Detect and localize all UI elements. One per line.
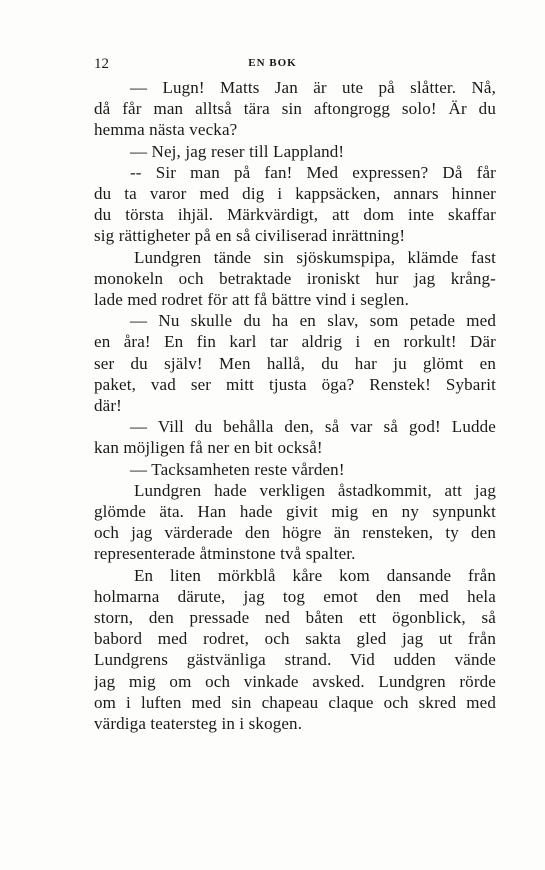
text-line: och jag värderade den högre än rensteken, ty den xyxy=(94,523,496,543)
running-title: EN BOK xyxy=(248,57,297,69)
text-line: en åra! En fin karl tar aldrig i en rorkult! Där xyxy=(94,332,496,352)
text-line: holmarna därute, jag tog emot den med hela xyxy=(94,586,496,606)
text-line: du törsta ihjäl. Märkvärdigt, att dom inte skaffar xyxy=(94,205,496,225)
text-line: om i luften med sin chapeau claque och skred med xyxy=(94,692,496,712)
text-line: Lundgren tände sin sjöskumspipa, klämde fast xyxy=(134,247,496,267)
text-line: — Lugn! Matts Jan är ute på slåtter. Nå, xyxy=(130,78,496,97)
text-line: Lundgren hade verkligen åstadkommit, att jag xyxy=(134,480,496,500)
text-line: jag mig om och vinkade avsked. Lundgren rörde xyxy=(94,671,496,691)
text-line: monokeln och betraktade ironiskt hur jag krång- xyxy=(94,268,496,288)
text-line: där! xyxy=(94,396,122,416)
text-line: kan möjligen få ner en bit också! xyxy=(94,438,323,458)
text-line: glömde äta. Han hade givit mig en ny synpunkt xyxy=(94,502,496,522)
page-number: 12 xyxy=(94,56,109,72)
text-line: — Nej, jag reser till Lappland! xyxy=(130,141,345,161)
body-text xyxy=(94,77,496,734)
text-line: lade med rodret för att få bättre vind i seglen. xyxy=(94,290,409,310)
text-line: babord med rodret, och sakta gled jag ut från xyxy=(94,629,496,649)
text-line: — Nu skulle du ha en slav, som petade med xyxy=(130,311,496,331)
text-line: -- Sir man på fan! Med expressen? Då får xyxy=(130,162,496,182)
text-line: paket, vad ser mitt tjusta öga? Renstek! Sybarit xyxy=(94,374,496,394)
text-line: — Vill du behålla den, så var så god! Ludde xyxy=(130,417,496,437)
text-line: — Tacksamheten reste vården! xyxy=(130,459,345,479)
text-line: hemma nästa vecka? xyxy=(94,120,238,140)
text-line: ser du själv! Men hallå, du har ju glömt en xyxy=(94,353,496,373)
text-line: du ta varor med dig i kappsäcken, annars hinner xyxy=(94,184,496,204)
text-line: då får man alltså tära sin aftongrogg solo! Är du xyxy=(94,99,496,119)
text-line: värdiga teatersteg in i skogen. xyxy=(94,714,303,734)
text-line: Lundgrens gästvänliga strand. Vid udden vände xyxy=(94,650,496,670)
text-line: representerade åtminstone två spalter. xyxy=(94,544,356,564)
text-line: storn, den pressade ned båten ett ögonblick, så xyxy=(94,608,496,628)
text-line: sig rättigheter på en så civiliserad inrättning! xyxy=(94,226,406,246)
text-line: En liten mörkblå kåre kom dansande från xyxy=(134,565,496,585)
